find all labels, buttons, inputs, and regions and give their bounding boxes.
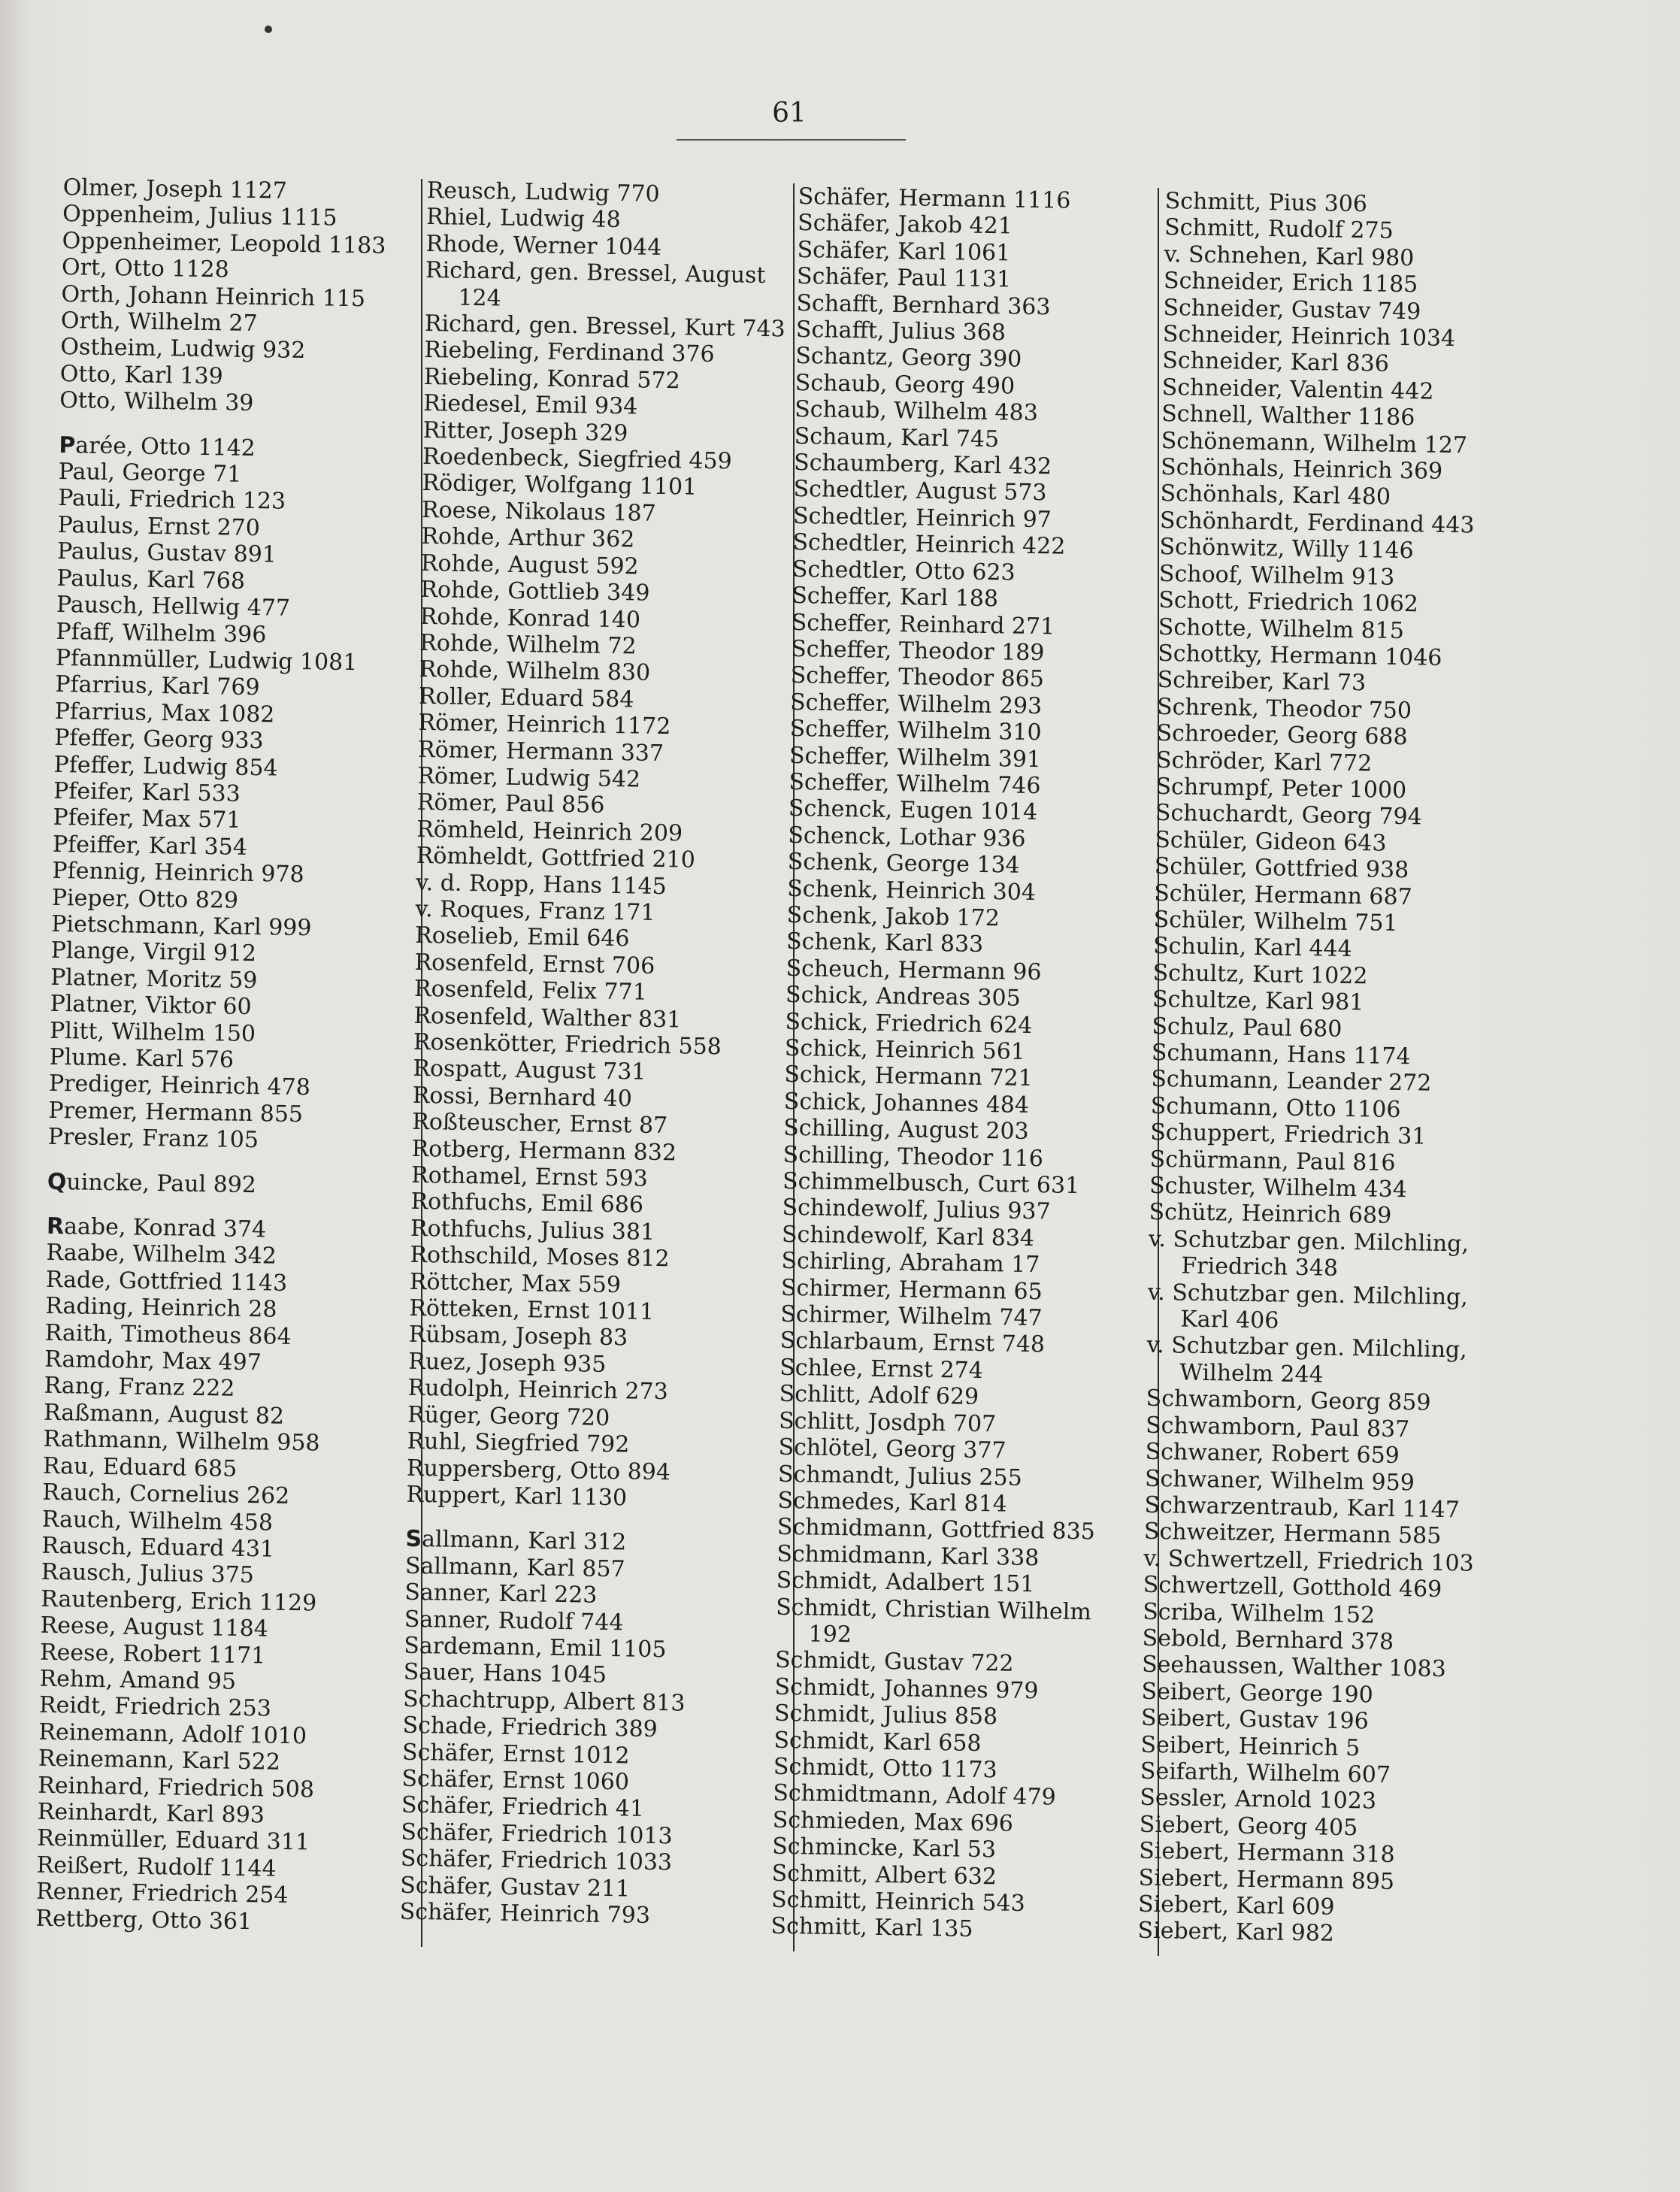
- directory-entry: Otto, Karl 139: [59, 360, 223, 390]
- ink-speck: [265, 26, 272, 33]
- directory-entry: Schilling, Theodor 116: [782, 1141, 1044, 1172]
- directory-entry: Schenk, Karl 833: [786, 928, 984, 958]
- directory-entry: Siebert, Hermann 318: [1138, 1837, 1395, 1869]
- directory-entry: Scheffer, Theodor 865: [790, 662, 1045, 693]
- directory-entry: Schäfer, Friedrich 1033: [400, 1845, 673, 1876]
- directory-entry: Sauer, Hans 1045: [403, 1659, 607, 1689]
- directory-entry: Schäfer, Friedrich 1013: [401, 1818, 673, 1850]
- directory-entry: Reidt, Friedrich 253: [38, 1692, 272, 1722]
- directory-entry: Rospatt, August 731: [413, 1055, 646, 1086]
- directory-entry: Reinemann, Karl 522: [38, 1745, 281, 1776]
- directory-entry: Schönemann, Wilhelm 127: [1161, 427, 1468, 459]
- directory-entry: Pauli, Friedrich 123: [57, 485, 286, 516]
- directory-entry: Presler, Franz 105: [47, 1124, 259, 1154]
- directory-entry: Römheldt, Gottfried 210: [416, 843, 696, 873]
- directory-entry: Pfarrius, Max 1082: [54, 698, 275, 728]
- directory-entry: Schütz, Heinrich 689: [1149, 1199, 1392, 1230]
- directory-entry: Schweitzer, Hermann 585: [1143, 1518, 1442, 1550]
- directory-entry: Wilhelm 244: [1179, 1359, 1324, 1388]
- directory-entry: Schäfer, Ernst 1012: [401, 1739, 630, 1770]
- directory-entry: Reusch, Ludwig 770: [426, 177, 660, 207]
- directory-entry: Rauch, Cornelius 262: [42, 1479, 290, 1510]
- directory-entry: Schreiber, Karl 73: [1157, 667, 1367, 697]
- directory-entry: Rohde, August 592: [420, 550, 639, 580]
- directory-entry: Sessler, Arnold 1023: [1140, 1785, 1377, 1815]
- directory-entry: Schmitt, Heinrich 543: [770, 1886, 1025, 1918]
- directory-entry: Schäfer, Karl 1061: [797, 236, 1011, 267]
- directory-entry: Schmitt, Karl 135: [770, 1913, 973, 1943]
- directory-entry: Paulus, Gustav 891: [56, 538, 277, 568]
- directory-entry: Schmidt, Adalbert 151: [776, 1567, 1035, 1598]
- directory-entry: Schilling, August 203: [782, 1115, 1029, 1146]
- directory-entry: Pfarrius, Karl 769: [55, 671, 260, 701]
- directory-entry: Plume. Karl 576: [49, 1043, 235, 1073]
- directory-entry: Paulus, Ernst 270: [57, 511, 261, 542]
- directory-entry: Orth, Johann Heinrich 115: [61, 280, 366, 312]
- directory-entry: Sallmann, Karl 857: [404, 1552, 625, 1583]
- directory-entry: Römer, Paul 856: [416, 789, 605, 819]
- directory-entry: Schaub, Georg 490: [795, 369, 1016, 400]
- directory-entry: Schüler, Wilhelm 751: [1153, 906, 1398, 937]
- directory-entry: Schmidt, Johannes 979: [774, 1673, 1039, 1705]
- directory-entry: Plitt, Wilhelm 150: [49, 1017, 256, 1047]
- directory-entry: Oppenheim, Julius 1115: [62, 201, 338, 232]
- directory-entry: Seibert, George 190: [1141, 1678, 1374, 1709]
- directory-entry: v. Schwertzell, Friedrich 103: [1143, 1545, 1474, 1577]
- directory-entry: Raßmann, August 82: [43, 1399, 285, 1430]
- page-number: 61: [772, 98, 807, 129]
- directory-entry: Rosenfeld, Ernst 706: [414, 949, 655, 979]
- directory-column-2: [399, 177, 832, 1932]
- directory-entry: Schindewolf, Julius 937: [782, 1194, 1051, 1225]
- directory-entry: Raabe, Wilhelm 342: [46, 1240, 277, 1270]
- directory-entry: Siebert, Karl 609: [1137, 1891, 1335, 1921]
- directory-entry: Pietschmann, Karl 999: [51, 910, 312, 942]
- directory-entry: Rosenkötter, Friedrich 558: [413, 1028, 722, 1061]
- directory-entry: Schuppert, Friedrich 31: [1149, 1119, 1427, 1150]
- directory-entry: Schimmelbusch, Curt 631: [782, 1167, 1080, 1200]
- directory-entry: Röttcher, Max 559: [409, 1268, 622, 1298]
- directory-entry: Schrumpf, Peter 1000: [1155, 773, 1407, 804]
- directory-entry: Paulus, Karl 768: [56, 565, 246, 595]
- directory-entry: Reißert, Rudolf 1144: [36, 1851, 277, 1882]
- directory-entry: Schlitt, Adolf 629: [779, 1381, 979, 1411]
- directory-entry: Schulz, Paul 680: [1152, 1013, 1342, 1043]
- directory-entry: Rothfuchs, Emil 686: [410, 1188, 644, 1219]
- directory-entry: Schneider, Heinrich 1034: [1162, 321, 1456, 353]
- directory-entry: Schwaner, Robert 659: [1145, 1438, 1400, 1470]
- directory-entry: Schick, Andreas 305: [785, 982, 1021, 1012]
- directory-entry: Schumann, Otto 1106: [1150, 1092, 1401, 1123]
- directory-entry: Schäfer, Gustav 211: [400, 1872, 631, 1903]
- directory-entry: Scheffer, Karl 188: [792, 583, 999, 613]
- directory-entry: Sardemann, Emil 1105: [404, 1632, 667, 1664]
- directory-entry: Schade, Friedrich 389: [402, 1712, 658, 1743]
- directory-entry: Schäfer, Jakob 421: [797, 210, 1013, 240]
- directory-entry: Roedenbeck, Siegfried 459: [422, 444, 732, 475]
- directory-entry: Rathmann, Wilhelm 958: [43, 1426, 320, 1457]
- directory-entry: Schirmer, Wilhelm 747: [780, 1300, 1043, 1332]
- directory-entry: Roese, Nikolaus 187: [421, 496, 657, 527]
- directory-entry: Schlitt, Josdph 707: [778, 1407, 997, 1438]
- directory-entry: Schuster, Wilhelm 434: [1149, 1172, 1408, 1203]
- directory-entry: Reese, Robert 1171: [39, 1639, 266, 1670]
- directory-entry: Ramdohr, Max 497: [44, 1346, 262, 1376]
- directory-entry: Schmincke, Karl 53: [771, 1833, 997, 1864]
- directory-entry: Schwertzell, Gotthold 469: [1143, 1571, 1442, 1603]
- directory-entry: Schmidt, Christian Wilhelm: [775, 1594, 1092, 1625]
- directory-entry: Reinmüller, Eduard 311: [36, 1825, 310, 1856]
- directory-entry: Roßteuscher, Ernst 87: [411, 1109, 668, 1140]
- directory-entry: Schantz, Georg 390: [795, 343, 1022, 374]
- directory-entry: Schott, Friedrich 1062: [1158, 587, 1419, 618]
- directory-entry: Parée, Otto 1142: [59, 431, 256, 462]
- directory-entry: Schwamborn, Georg 859: [1146, 1385, 1431, 1417]
- directory-entry: Raith, Timotheus 864: [44, 1319, 292, 1350]
- directory-entry: Schick, Johannes 484: [783, 1088, 1030, 1119]
- directory-entry: Pfeffer, Georg 933: [53, 725, 264, 755]
- directory-entry: Römer, Ludwig 542: [417, 762, 641, 793]
- directory-entry: Riebeling, Ferdinand 376: [424, 337, 715, 368]
- directory-entry: Rauch, Wilhelm 458: [41, 1506, 274, 1537]
- directory-entry: Rettberg, Otto 361: [35, 1905, 253, 1935]
- directory-entry: Rohde, Wilhelm 830: [419, 656, 651, 687]
- directory-entry: Schindewolf, Karl 834: [781, 1221, 1035, 1252]
- directory-entry: Schäfer, Hermann 1116: [798, 183, 1071, 214]
- directory-entry: v. Schutzbar gen. Milchling,: [1147, 1279, 1469, 1311]
- directory-entry: Scheffer, Wilhelm 293: [789, 689, 1043, 719]
- directory-entry: Schultz, Kurt 1022: [1152, 959, 1368, 990]
- directory-entry: Reese, August 1184: [40, 1612, 269, 1642]
- directory-entry: Orth, Wilhelm 27: [60, 307, 258, 338]
- directory-entry: Schultze, Karl 981: [1152, 986, 1364, 1016]
- directory-entry: Siebert, Georg 405: [1139, 1811, 1358, 1842]
- directory-entry: Rohde, Wilhelm 72: [419, 629, 637, 660]
- directory-entry: Rödiger, Wolfgang 1101: [422, 470, 698, 501]
- directory-entry: Schafft, Julius 368: [795, 316, 1006, 347]
- directory-entry: Rehm, Amand 95: [39, 1665, 237, 1695]
- directory-entry: Ruhl, Siegfried 792: [407, 1428, 630, 1458]
- directory-entry: Pfaff, Wilhelm 396: [56, 618, 267, 648]
- directory-entry: Schoof, Wilhelm 913: [1158, 560, 1395, 591]
- directory-entry: Rau, Eduard 685: [42, 1452, 238, 1482]
- directory-entry: Schick, Heinrich 561: [784, 1034, 1026, 1065]
- directory-column-3: [770, 183, 1204, 1946]
- directory-entry: Rhiel, Ludwig 48: [425, 204, 621, 234]
- directory-entry: Schumann, Leander 272: [1151, 1066, 1432, 1098]
- directory-entry: Schlarbaum, Ernst 748: [779, 1328, 1046, 1358]
- directory-entry: Karl 406: [1180, 1306, 1279, 1334]
- directory-entry: Schüler, Gideon 643: [1155, 826, 1387, 857]
- directory-entry: Seehaussen, Walther 1083: [1141, 1652, 1446, 1683]
- directory-entry: Schmedes, Karl 814: [777, 1487, 1008, 1518]
- directory-entry: Schaumberg, Karl 432: [793, 450, 1052, 480]
- directory-entry: Prediger, Heinrich 478: [48, 1070, 311, 1101]
- directory-entry: Schedtler, August 573: [793, 476, 1047, 507]
- directory-entry: Pfeffer, Ludwig 854: [53, 751, 278, 782]
- directory-entry: v. Schutzbar gen. Milchling,: [1146, 1332, 1467, 1364]
- directory-entry: Schmieden, Max 696: [772, 1806, 1014, 1837]
- directory-entry: Schedtler, Otto 623: [792, 556, 1016, 586]
- directory-entry: Rotberg, Hermann 832: [411, 1135, 677, 1166]
- directory-entry: Sanner, Rudolf 744: [404, 1606, 624, 1636]
- directory-entry: Schuchardt, Georg 794: [1155, 800, 1422, 831]
- directory-entry: Olmer, Joseph 1127: [62, 174, 288, 204]
- directory-entry: Schenk, George 134: [787, 849, 1020, 879]
- directory-entry: Quincke, Paul 892: [47, 1168, 257, 1198]
- directory-entry: Pfeifer, Max 571: [53, 804, 241, 834]
- directory-entry: Pausch, Hellwig 477: [56, 592, 291, 622]
- directory-entry: Scheffer, Theodor 189: [790, 635, 1045, 667]
- directory-entry: Schönhals, Heinrich 369: [1160, 454, 1443, 485]
- directory-entry: Seifarth, Wilhelm 607: [1140, 1758, 1391, 1788]
- directory-entry: Scheffer, Wilhelm 391: [789, 742, 1042, 773]
- directory-entry: Schirling, Abraham 17: [781, 1248, 1040, 1279]
- directory-entry: Friedrich 348: [1181, 1252, 1339, 1282]
- directory-entry: Schottky, Hermann 1046: [1157, 640, 1442, 671]
- directory-entry: Schrenk, Theodor 750: [1156, 693, 1412, 724]
- directory-entry: Schmidmann, Karl 338: [776, 1540, 1040, 1571]
- directory-entry: Seibert, Heinrich 5: [1140, 1731, 1361, 1761]
- directory-entry: Ritter, Joseph 329: [422, 416, 628, 447]
- directory-entry: Pieper, Otto 829: [51, 884, 239, 914]
- directory-entry: Schmidt, Julius 858: [773, 1700, 998, 1730]
- directory-entry: Ostheim, Ludwig 932: [60, 334, 306, 365]
- directory-entry: Sebold, Bernhard 378: [1142, 1624, 1394, 1655]
- directory-entry: Schneider, Karl 836: [1162, 347, 1390, 378]
- directory-entry: Ruppersberg, Otto 894: [406, 1455, 671, 1485]
- directory-entry: Ruez, Joseph 935: [407, 1348, 607, 1378]
- directory-entry: Riebeling, Konrad 572: [423, 363, 680, 395]
- directory-entry: Ruppert, Karl 1130: [406, 1481, 628, 1512]
- directory-entry: Rossi, Bernhard 40: [412, 1082, 633, 1113]
- directory-entry: Pfannmüller, Ludwig 1081: [55, 644, 358, 677]
- directory-entry: Schick, Hermann 721: [784, 1061, 1033, 1092]
- directory-entry: Roselieb, Emil 646: [414, 922, 630, 952]
- directory-entry: Rötteken, Ernst 1011: [409, 1294, 655, 1325]
- directory-entry: Pfeifer, Karl 533: [53, 777, 241, 807]
- directory-entry: Schneider, Erich 1185: [1163, 268, 1418, 298]
- page-number-rule: [677, 139, 906, 141]
- directory-entry: Schüler, Gottfried 938: [1154, 853, 1409, 884]
- directory-entry: Rang, Franz 222: [44, 1373, 235, 1403]
- directory-entry: v. Roques, Franz 171: [415, 895, 655, 926]
- directory-entry: Römer, Hermann 337: [417, 736, 664, 767]
- directory-entry: Schönhardt, Ferdinand 443: [1159, 507, 1475, 539]
- directory-entry: Paul, George 71: [58, 459, 242, 488]
- directory-entry: Rohde, Gottlieb 349: [420, 577, 650, 607]
- directory-entry: Schafft, Bernhard 363: [796, 289, 1051, 320]
- directory-entry: Schlötel, Georg 377: [778, 1434, 1006, 1464]
- directory-entry: Roller, Eduard 584: [418, 683, 634, 713]
- directory-entry: Schirmer, Hermann 65: [780, 1274, 1043, 1305]
- directory-entry: 124: [458, 284, 502, 312]
- directory-entry: Römheld, Heinrich 209: [416, 816, 683, 847]
- directory-entry: Pfennig, Heinrich 978: [52, 858, 304, 889]
- directory-entry: Schotte, Wilhelm 815: [1158, 613, 1405, 644]
- directory-entry: Schäfer, Heinrich 793: [399, 1898, 651, 1929]
- directory-entry: Plange, Virgil 912: [50, 937, 257, 967]
- directory-entry: Schick, Friedrich 624: [785, 1008, 1033, 1039]
- directory-entry: Siebert, Hermann 895: [1138, 1864, 1395, 1895]
- directory-entry: Rhode, Werner 1044: [425, 230, 662, 261]
- directory-entry: Raabe, Konrad 374: [46, 1213, 267, 1243]
- directory-entry: Schäfer, Paul 1131: [796, 263, 1012, 293]
- directory-column-4: [1137, 188, 1571, 1951]
- directory-entry: Sanner, Karl 223: [404, 1579, 598, 1609]
- directory-entry: Rausch, Julius 375: [41, 1559, 255, 1589]
- directory-entry: Schmitt, Albert 632: [771, 1860, 997, 1891]
- directory-entry: Platner, Moritz 59: [50, 964, 258, 994]
- directory-entry: Schmidmann, Gottfried 835: [776, 1514, 1096, 1546]
- directory-entry: Schneider, Valentin 442: [1161, 374, 1434, 405]
- directory-entry: Schenck, Eugen 1014: [788, 795, 1038, 826]
- directory-entry: Schneider, Gustav 749: [1163, 294, 1421, 325]
- directory-entry: Sallmann, Karl 312: [405, 1526, 627, 1556]
- directory-entry: Schmandt, Julius 255: [777, 1461, 1022, 1491]
- directory-entry: Schönhals, Karl 480: [1160, 480, 1391, 511]
- directory-entry: Römer, Heinrich 1172: [418, 710, 671, 740]
- directory-entry: Schenck, Lothar 936: [788, 822, 1026, 852]
- directory-entry: Schüler, Hermann 687: [1153, 880, 1412, 910]
- directory-entry: Schäfer, Friedrich 41: [401, 1792, 645, 1823]
- directory-entry: Schmitt, Pius 306: [1164, 188, 1368, 218]
- directory-entry: v. Schnehen, Karl 980: [1164, 241, 1415, 272]
- directory-entry: Scheffer, Reinhard 271: [791, 609, 1055, 640]
- directory-entry: Schulin, Karl 444: [1152, 933, 1353, 963]
- directory-entry: Scheffer, Wilhelm 310: [789, 716, 1042, 746]
- directory-entry: Schürmann, Paul 816: [1149, 1146, 1396, 1176]
- directory-entry: Schedtler, Heinrich 422: [792, 529, 1066, 560]
- directory-entry: Schwarzentraub, Karl 1147: [1144, 1491, 1461, 1524]
- directory-entry: Schmidtmann, Adolf 479: [773, 1780, 1057, 1812]
- directory-entry: Schmidt, Gustav 722: [774, 1647, 1014, 1678]
- directory-entry: Siebert, Karl 982: [1137, 1918, 1335, 1948]
- directory-entry: Schedtler, Heinrich 97: [792, 502, 1052, 534]
- directory-entry: Platner, Viktor 60: [50, 991, 252, 1021]
- directory-entry: Premer, Hermann 855: [48, 1097, 304, 1128]
- directory-entry: Richard, gen. Bressel, August: [425, 257, 766, 289]
- directory-entry: Rohde, Konrad 140: [419, 603, 641, 634]
- directory-entry: Scriba, Wilhelm 152: [1142, 1598, 1376, 1629]
- directory-entry: Rausch, Eduard 431: [41, 1532, 275, 1563]
- directory-entry: Schwamborn, Paul 837: [1145, 1412, 1410, 1443]
- directory-entry: Renner, Friedrich 254: [35, 1878, 289, 1909]
- directory-entry: Rosenfeld, Felix 771: [413, 976, 647, 1006]
- directory-entry: Rosenfeld, Walther 831: [413, 1002, 682, 1034]
- directory-entry: Richard, gen. Bressel, Kurt 743: [424, 310, 786, 343]
- directory-entry: Schäfer, Ernst 1060: [401, 1765, 630, 1796]
- directory-entry: v. Schutzbar gen. Milchling,: [1148, 1225, 1470, 1258]
- directory-entry: Seibert, Gustav 196: [1140, 1704, 1369, 1735]
- directory-entry: Schmitt, Rudolf 275: [1164, 214, 1394, 245]
- directory-entry: Schroeder, Georg 688: [1156, 720, 1408, 751]
- directory-entry: Schröder, Karl 772: [1155, 746, 1373, 777]
- directory-entry: v. d. Ropp, Hans 1145: [415, 869, 667, 900]
- directory-entry: Schönwitz, Willy 1146: [1159, 534, 1414, 565]
- directory-entry: Schlee, Ernst 274: [779, 1354, 984, 1384]
- directory-entry: Scheuch, Hermann 96: [786, 955, 1042, 985]
- directory-entry: 192: [808, 1621, 852, 1649]
- directory-entry: Schumann, Hans 1174: [1151, 1039, 1411, 1070]
- directory-entry: Rohde, Arthur 362: [421, 523, 635, 553]
- directory-entry: Scheffer, Wilhelm 746: [789, 768, 1041, 800]
- directory-entry: Rudolph, Heinrich 273: [407, 1375, 668, 1406]
- directory-entry: Schenk, Heinrich 304: [786, 875, 1037, 906]
- directory-entry: Schmidt, Otto 1173: [773, 1753, 997, 1784]
- directory-entry: Reinhardt, Karl 893: [37, 1798, 265, 1829]
- directory-entry: Schnell, Walther 1186: [1161, 401, 1415, 431]
- directory-entry: Rothamel, Ernst 593: [410, 1161, 648, 1192]
- directory-entry: Riedesel, Emil 934: [423, 390, 638, 420]
- directory-entry: Rüger, Georg 720: [407, 1401, 610, 1431]
- directory-entry: Oppenheimer, Leopold 1183: [62, 227, 386, 259]
- directory-entry: Schenk, Jakob 172: [786, 901, 1000, 932]
- directory-entry: Rothfuchs, Julius 381: [410, 1215, 655, 1246]
- directory-entry: Pfeiffer, Karl 354: [52, 831, 248, 861]
- directory-entry: Rothschild, Moses 812: [410, 1242, 670, 1273]
- directory-entry: Rautenberg, Erich 1129: [40, 1585, 317, 1617]
- directory-entry: Ort, Otto 1128: [61, 254, 230, 283]
- directory-entry: Rading, Heinrich 28: [45, 1293, 277, 1323]
- directory-entry: Reinemann, Adolf 1010: [38, 1718, 307, 1750]
- directory-entry: Schaub, Wilhelm 483: [795, 396, 1039, 427]
- directory-entry: Schmidt, Karl 658: [773, 1727, 982, 1757]
- directory-entry: Rade, Gottfried 1143: [45, 1266, 288, 1297]
- directory-entry: Otto, Wilhelm 39: [59, 387, 254, 417]
- directory-entry: Schaum, Karl 745: [794, 422, 1000, 453]
- directory-entry: Rübsam, Joseph 83: [408, 1322, 628, 1352]
- directory-entry: Reinhard, Friedrich 508: [38, 1772, 315, 1803]
- directory-entry: Schwaner, Wilhelm 959: [1144, 1465, 1415, 1496]
- directory-entry: Schachtrupp, Albert 813: [402, 1685, 686, 1717]
